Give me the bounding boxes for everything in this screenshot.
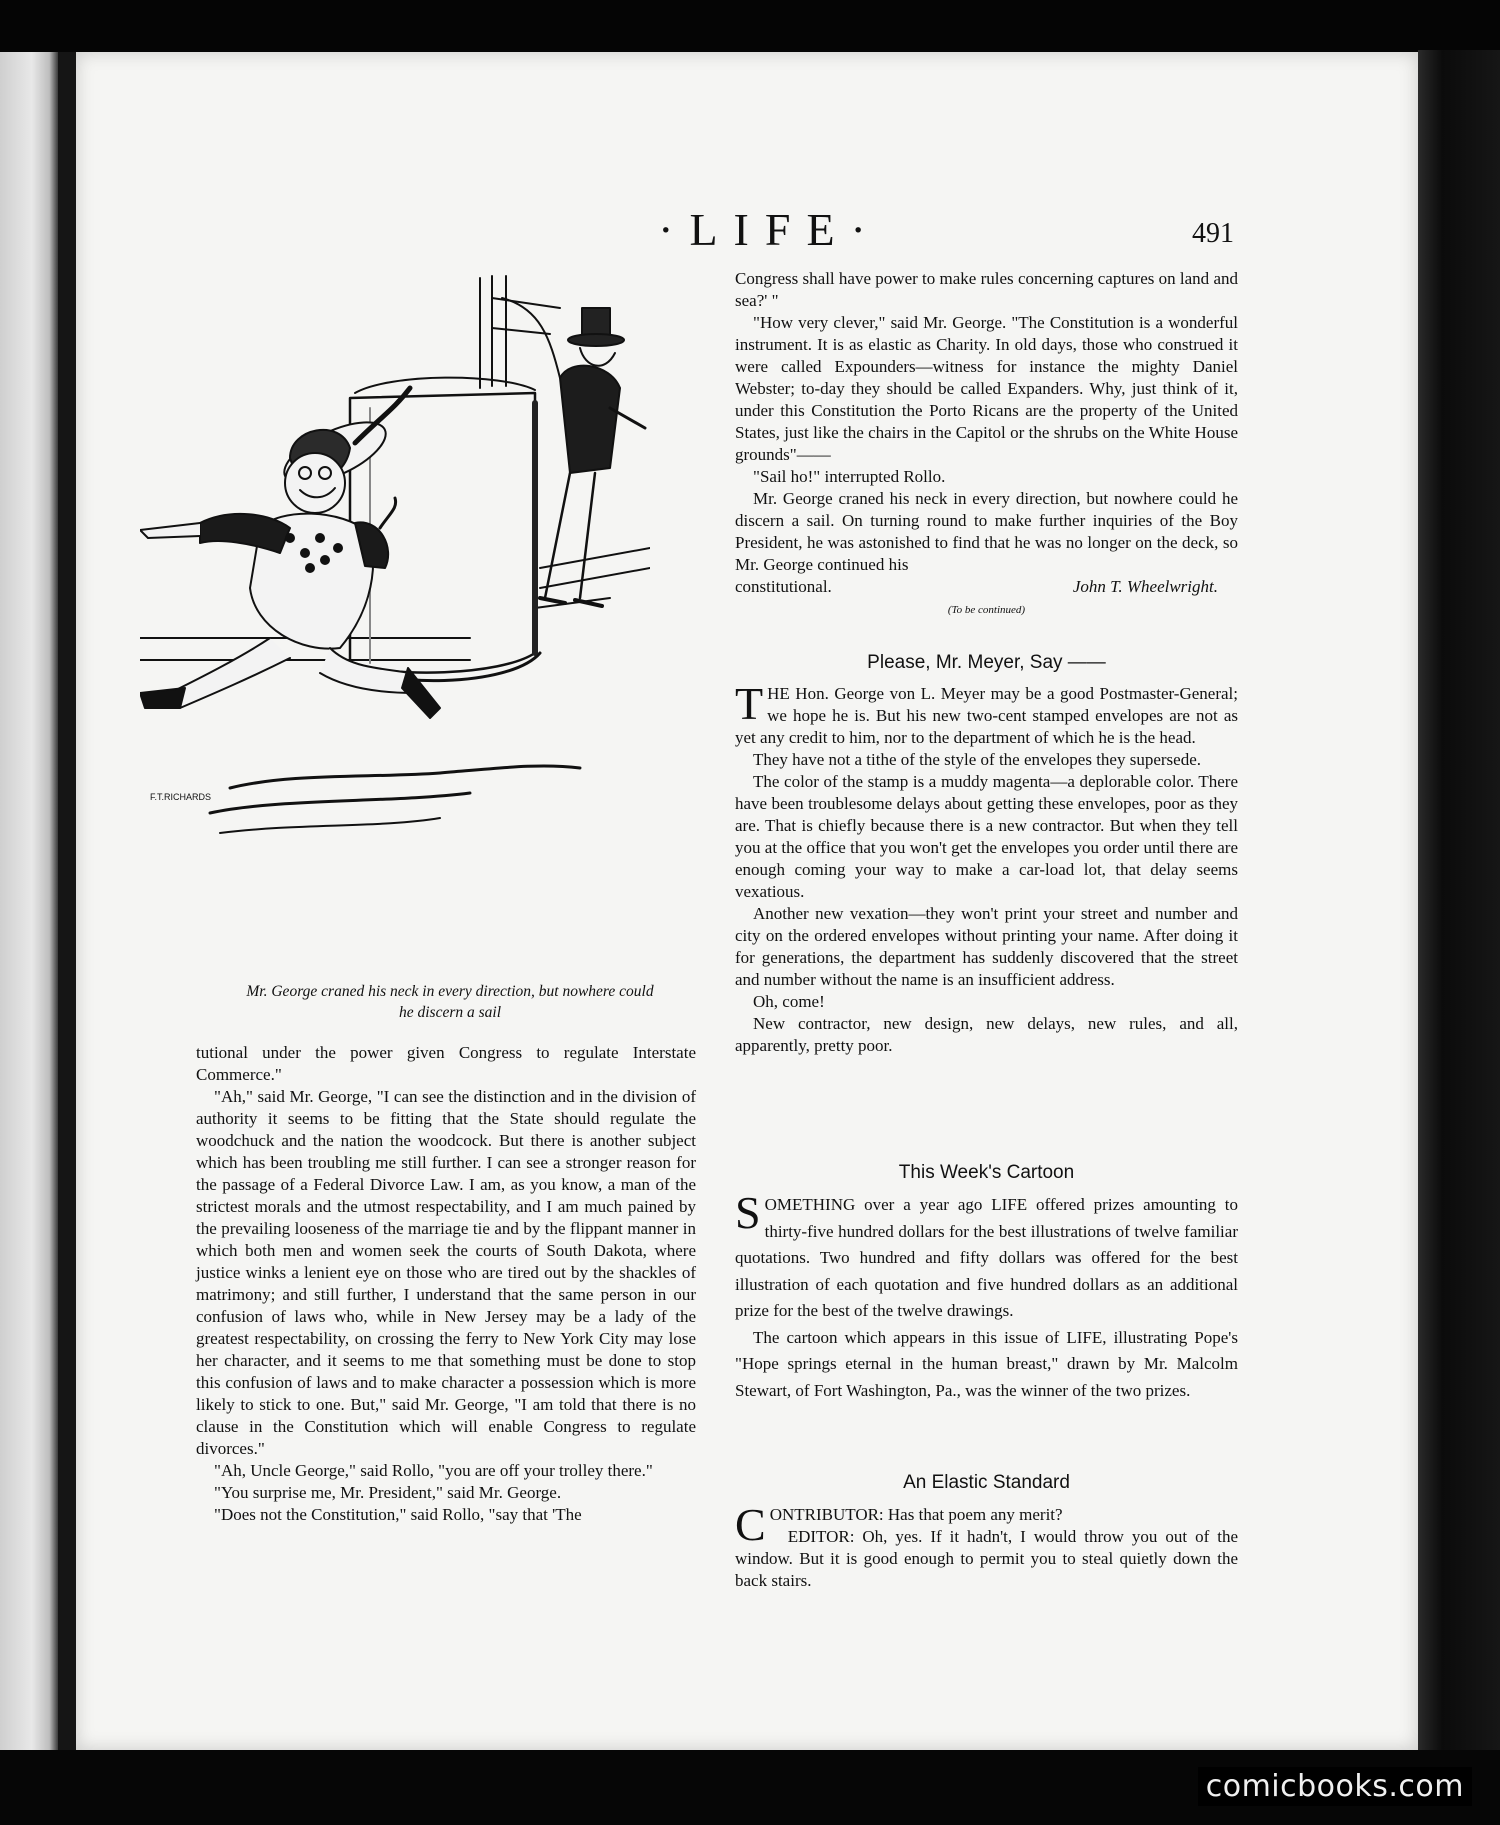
meyer-article-title: Please, Mr. Meyer, Say —— bbox=[867, 652, 1106, 673]
story-paragraph: Mr. George craned his neck in every direction, but nowhere could he discern a sail. On turning round to make further inquiries of the Boy President, he was astonished to find that he was no longer on the deck, so Mr. George continued his bbox=[735, 489, 1238, 574]
meyer-paragraph: New contractor, new design, new delays, new rules, and all, apparently, pretty poor. bbox=[735, 1014, 1238, 1055]
artist-signature: F.T.RICHARDS bbox=[150, 792, 212, 802]
story-signature bbox=[735, 576, 1238, 598]
meyer-first-paragraph: THE Hon. George von L. Meyer may be a good Postmaster-General; we hope he is. But his new two-cent stamped envelopes are not as yet any credit to him, nor to the department of which he is the head. bbox=[735, 678, 1238, 747]
meyer-paragraph: The color of the stamp is a muddy magenta—a deplorable color. There have been troublesome delays about getting these envelopes, poor as they are. That is chiefly because there is a new contractor. But when they tell you at the office that you won't get the envelopes you order until there are enough coming your way to make a car-load lot, that delay seems vexatious. bbox=[735, 772, 1238, 901]
cartoon-first-paragraph: SOMETHING over a year ago LIFE offered prizes amounting to thirty-five hundred dollars for the best illustrations of twelve familiar quotations. Two hundred and fifty dollars was offered for the best illustration of each quotation and five hundred dollars as an additional prize for the best of the twelve drawings. bbox=[735, 1187, 1238, 1320]
story-paragraph: "Does not the Constitution," said Rollo, "say that 'The bbox=[214, 1505, 582, 1524]
meyer-paragraph: Oh, come! bbox=[753, 992, 825, 1011]
story-right-column bbox=[735, 268, 1238, 618]
page-number: 491 bbox=[1192, 218, 1234, 249]
elastic-article-title: An Elastic Standard bbox=[903, 1472, 1070, 1493]
illustration-caption bbox=[190, 981, 710, 1023]
cartoon-paragraph: The cartoon which appears in this issue of LIFE, illustrating Pope's "Hope springs eternal in the human breast," drawn by Mr. Malcolm Stewart, of Fort Washington, Pa., was the winner of the two prizes. bbox=[735, 1327, 1238, 1400]
meyer-article-body bbox=[735, 678, 1238, 1057]
story-paragraph: "Ah," said Mr. George, "I can see the distinction and in the division of authority it seems to be fitting that the State should regulate the woodchuck and the nation the woodcock. But there is another subject which has been troubling me still further. I can see a stronger reason for the passage of a Federal Divorce Law. I am, as you know, a man of the strictest morals and the utmost respectability, and I am much pained by the prevailing looseness of the marriage tie and by the flippant manner in which both men and women seek the courts of South Dakota, where justice winks a lenient eye on those who are tired out by the shackles of matrimony; and still further, I understand that the same person in our confusion of laws who, while in New Jersey may be a lady of the greatest respectability, on crossing the ferry to New York City may lose her character, and it seems to me that something must be done to stop this confusion of laws and to make character a possession which is more likely to stick to one. But," said Mr. George, "I am told that there is no clause in the Constitution which will enable Congress to regulate divorces." bbox=[196, 1087, 696, 1458]
elastic-paragraph: EDITOR: Oh, yes. If it hadn't, I would throw you out of the window. But it is good enough to permit you to steal quietly down the back stairs. bbox=[735, 1527, 1238, 1590]
story-paragraph: "How very clever," said Mr. George. "The Constitution is a wonderful instrument. It is as elastic as Charity. In old days, those who construed it were called Expounders—witness for instance the mighty Daniel Webster; to-day they should be called Expanders. Why, just think of it, under this Constitution the Porto Ricans are the property of the United States, just like the chairs in the Capitol or the shrubs on the White House grounds"—— bbox=[735, 313, 1238, 464]
cartoon-article-body bbox=[735, 1187, 1238, 1404]
scan-top-border bbox=[0, 0, 1500, 52]
scan-right-border bbox=[1418, 50, 1500, 1750]
cartoon-article-title: This Week's Cartoon bbox=[898, 1162, 1075, 1183]
story-paragraph: Congress shall have power to make rules concerning captures on land and sea?' " bbox=[735, 269, 1238, 310]
masthead-title: ·LIFE· bbox=[658, 204, 882, 255]
story-left-column bbox=[196, 1042, 696, 1526]
continued-note: (To be continued) bbox=[947, 604, 1026, 616]
author-name: John T. Wheelwright. bbox=[1072, 577, 1218, 596]
cartoon-illustration bbox=[140, 268, 650, 983]
dropcap-letter: S bbox=[735, 1187, 761, 1238]
adjacent-page-edge bbox=[0, 52, 58, 1750]
closing-word: constitutional. bbox=[735, 577, 832, 596]
caption-line-1: Mr. George craned his neck in every direction, but nowhere could bbox=[246, 983, 654, 1000]
story-paragraph: tutional under the power given Congress to regulate Interstate Commerce." bbox=[196, 1043, 696, 1084]
meyer-paragraph: Another new vexation—they won't print your street and number and city on the ordered envelopes without printing your name. After doing it for generations, the department has suddenly discovered that the street and number without the name is an insufficient address. bbox=[735, 904, 1238, 989]
book-gutter bbox=[58, 52, 76, 1750]
meyer-paragraph: They have not a tithe of the style of the envelopes they supersede. bbox=[753, 750, 1201, 769]
caption-line-2: he discern a sail bbox=[398, 1004, 502, 1021]
story-paragraph: "You surprise me, Mr. President," said Mr. George. bbox=[214, 1483, 562, 1502]
story-paragraph: "Ah, Uncle George," said Rollo, "you are off your trolley there." bbox=[214, 1461, 653, 1480]
site-watermark: comicbooks.com bbox=[1198, 1767, 1472, 1806]
dropcap-letter: C bbox=[735, 1499, 766, 1550]
dropcap-letter: T bbox=[735, 678, 764, 729]
story-paragraph: "Sail ho!" interrupted Rollo. bbox=[753, 467, 946, 486]
elastic-article-body bbox=[735, 1499, 1238, 1592]
elastic-first-paragraph: CONTRIBUTOR: Has that poem any merit? bbox=[735, 1499, 1063, 1550]
